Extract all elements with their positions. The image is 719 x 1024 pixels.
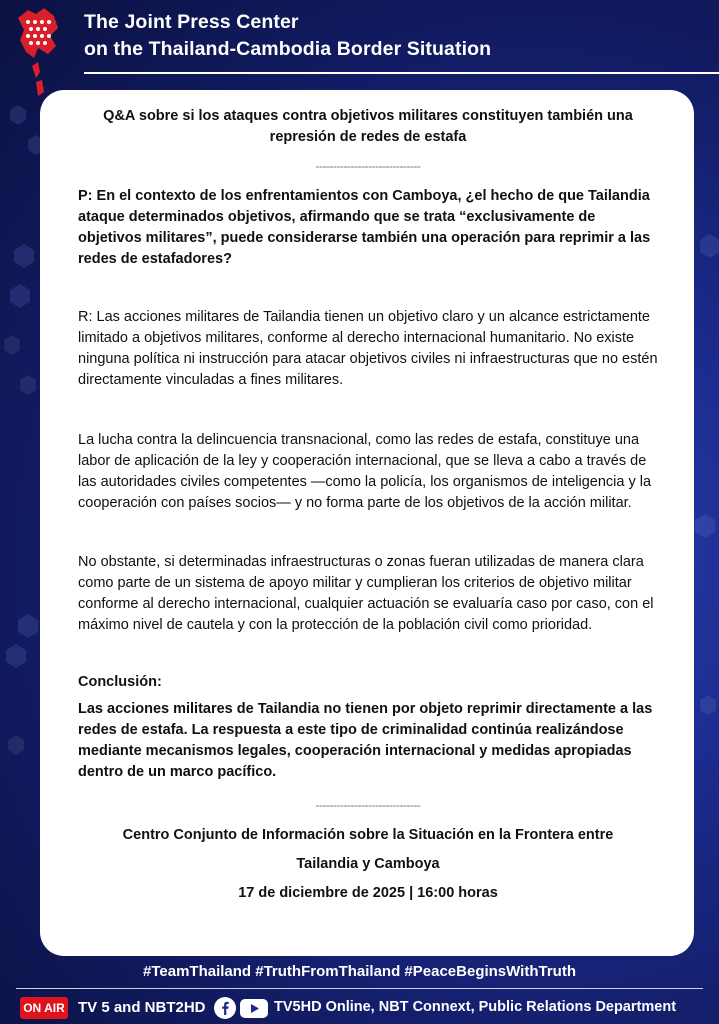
hashtags: #TeamThailand #TruthFromThailand #PeaceBeginsWithTruth: [143, 963, 576, 980]
facebook-icon: [214, 997, 236, 1019]
title-line-2: on the Thailand-Cambodia Border Situation: [84, 38, 492, 60]
header: [0, 0, 719, 82]
document-body: [78, 106, 658, 903]
answer-paragraph-1: R: Las acciones militares de Tailandia tienen un objetivo claro y un alcance estrictamente limitado a objetivos militares, conforme al derecho internacional humanitario. No existe ninguna política ni instrucción para atacar objetivos civiles ni infraestructuras que no estén directamente vinculadas a fines militares.: [78, 309, 658, 388]
question-paragraph: P: En el contexto de los enfrentamientos con Camboya, ¿el hecho de que Tailandia ataque determinados objetivos, afirmando que se trata “exclusivamente de objetivos militares”, puede considerarse también una operación para reprimir a las redes de estafadores?: [78, 188, 651, 267]
document-heading: [78, 106, 658, 148]
answer-paragraph-3: No obstante, si determinadas infraestructuras o zonas fueran utilizadas de manera clara como parte de un sistema de apoyo militar y cumplieran los criterios de objetivo militar conforme al derecho internacional, cualquier actuación se evaluaría caso por caso, con el máximo nivel de cautela y con la protección de la población civil como prioridad.: [78, 554, 654, 633]
online-channels-text: TV5HD Online, NBT Connext, Public Relations Department: [274, 999, 677, 1015]
on-air-badge: ON AIR: [20, 997, 68, 1019]
document-card: [40, 90, 694, 956]
title-divider: [84, 72, 719, 74]
heading-line-2: represión de redes de estafa: [269, 129, 467, 145]
youtube-icon: [240, 999, 268, 1018]
conclusion-label: Conclusión:: [78, 674, 162, 690]
date-line: 17 de diciembre de 2025 | 16:00 horas: [238, 885, 498, 901]
answer-paragraph-2: La lucha contra la delincuencia transnacional, como las redes de estafa, constituye una labor de aplicación de la ley y cooperación internacional, que se lleva a cabo a través de las autoridades civiles competentes —como la policía, los organismos de inteligencia y la cooperación con países socios— y no forma parte de los objetivos de la acción militar.: [78, 432, 652, 511]
conclusion-paragraph: Las acciones militares de Tailandia no tienen por objeto reprimir directamente a las redes de estafa. La respuesta a este tipo de criminalidad continúa realizándose mediante mecanismos legales, cooperación internacional y medidas apropiadas dentro de un marco pacífico.: [78, 701, 653, 780]
page-title: [84, 9, 491, 63]
signature-line-1: Centro Conjunto de Información sobre la Situación en la Frontera entre: [122, 827, 614, 843]
broadcast-bar: [0, 994, 719, 1022]
thailand-map-logo-icon: [14, 6, 70, 98]
signature-line-2: Tailandia y Camboya: [296, 856, 440, 872]
footer-divider: [16, 988, 703, 989]
separator-bottom: ------------------------------: [315, 798, 421, 812]
separator-top: ------------------------------: [315, 159, 421, 173]
heading-line-1: Q&A sobre si los ataques contra objetivos militares constituyen también una: [103, 108, 633, 124]
channels-text: TV 5 and NBT2HD: [78, 999, 206, 1016]
title-line-1: The Joint Press Center: [84, 11, 299, 33]
